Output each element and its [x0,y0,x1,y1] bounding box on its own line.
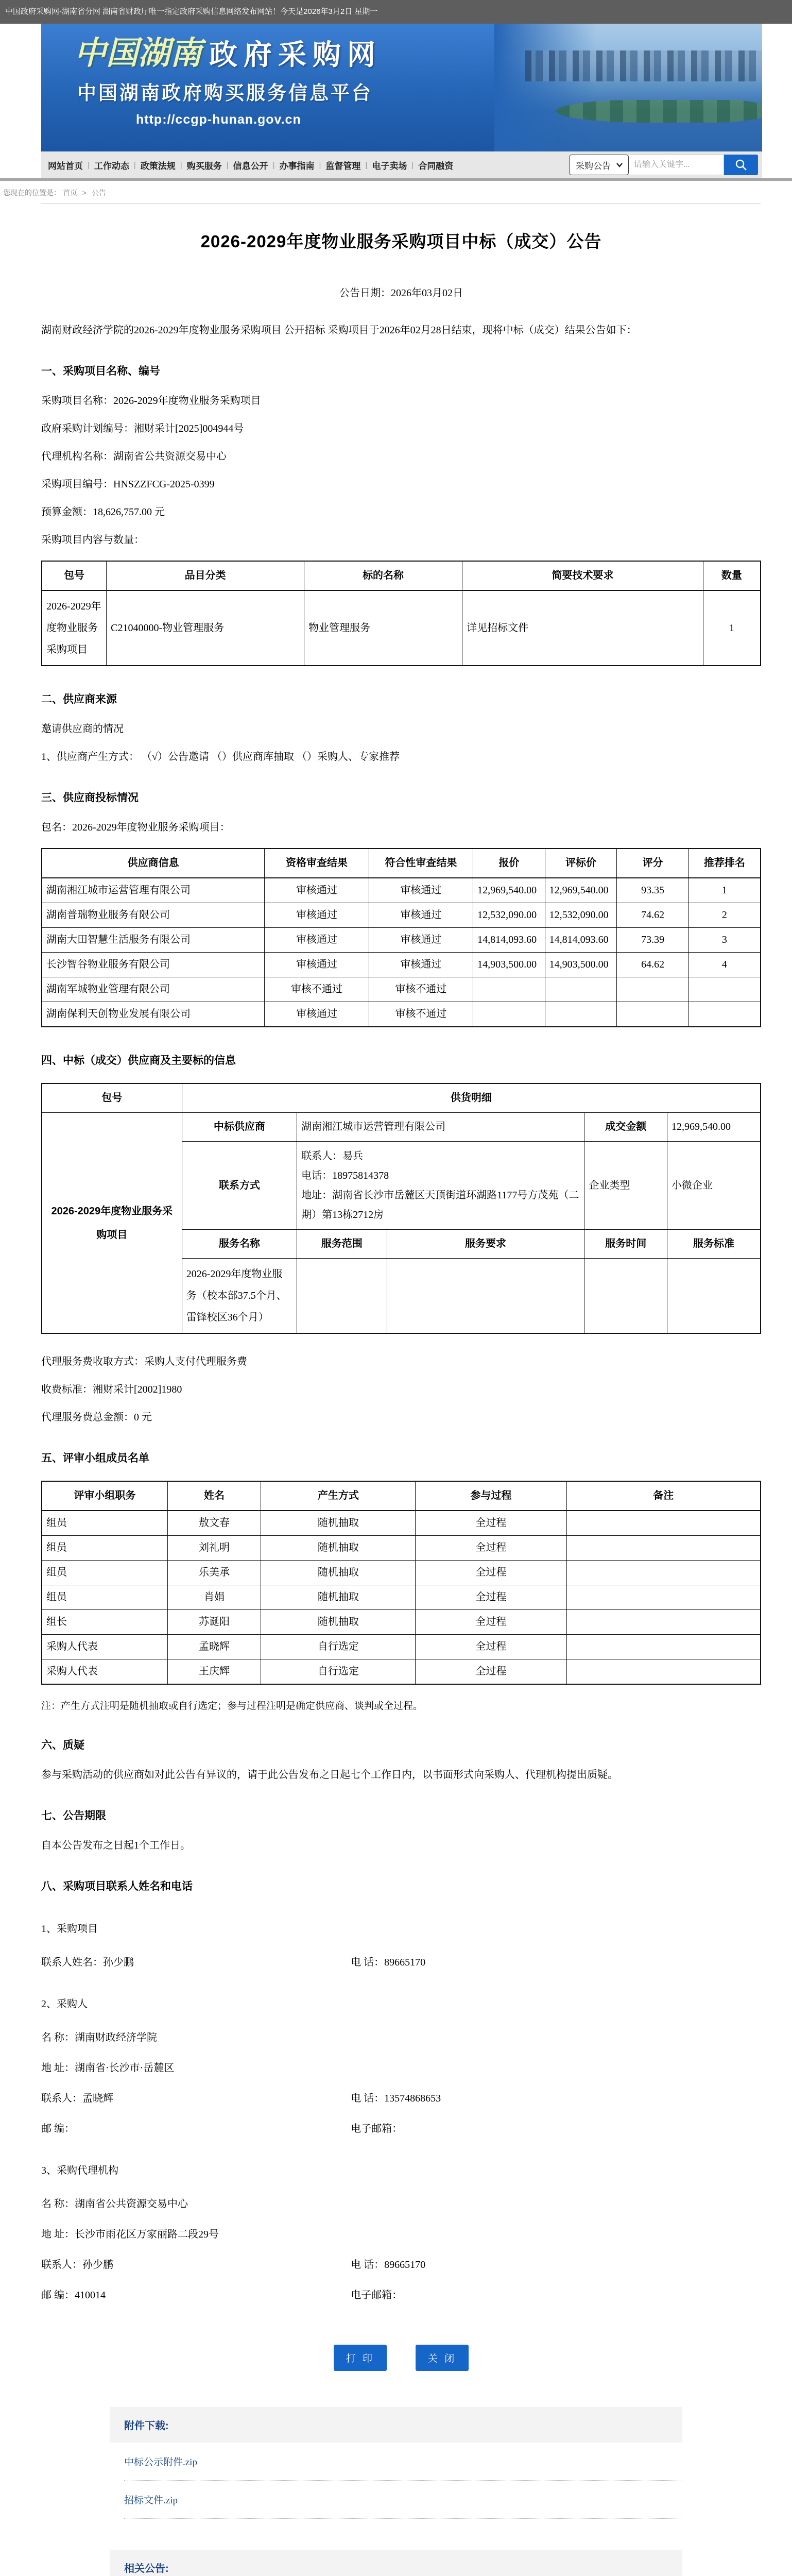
cell [473,977,545,1002]
cell [617,977,689,1002]
contact-row [41,2029,761,2044]
supplier-method-line: 1、供应商产生方式： （√）公告邀请 （）供应商库抽取 （）采购人、专家推荐 [41,751,400,762]
cell: 随机抽取 [261,1561,416,1585]
table-row [42,1113,761,1142]
table-row [42,878,761,903]
col-header: 报价 [473,849,545,878]
nav-item-policy[interactable]: 政策法规 [140,161,176,171]
cell [297,1259,387,1334]
cell: 3 [688,928,761,953]
col-header: 服务名称 [182,1230,297,1259]
cell: 组员 [42,1536,167,1561]
cell: 湖南保利天创物业发展有限公司 [42,1002,265,1027]
col-header: 评标价 [545,849,617,878]
col-header: 供应商信息 [42,849,265,878]
section-1-heading: 一、采购项目名称、编号 [41,365,160,377]
intro-paragraph: 湖南财政经济学院的2026-2029年度物业服务采购项目 公开招标 采购项目于2026年02月28日结束，现将中标（成交）结果公告如下： [41,325,637,336]
nav-item-home[interactable]: 网站首页 [48,161,83,171]
nav-item-guide[interactable]: 办事指南 [279,161,315,171]
banner-subtitle: 中国湖南政府购买服务信息平台 [77,82,373,104]
col-header: 服务时间 [584,1230,667,1259]
contact-row [41,2195,761,2210]
enterprise-type-label-cell: 企业类型 [584,1142,667,1230]
top-announcement-bar [0,0,792,24]
col-header: 推荐排名 [688,849,761,878]
col-header: 数量 [703,561,761,590]
cell: 14,814,093.60 [473,928,545,953]
agency-contact: 联系人：孙少鹏 [41,2259,113,2270]
agency-name-line: 代理机构名称：湖南省公共资源交易中心 [41,451,227,462]
nav-item-supervision[interactable]: 监督管理 [325,161,361,171]
plan-number-line: 政府采购计划编号：湘财采计[2025]004944号 [41,423,244,434]
cell: 全过程 [416,1635,566,1659]
cell [566,1635,761,1659]
agency-zip: 邮 编：410014 [41,2290,106,2301]
cell: 4 [688,953,761,977]
project-number-line: 采购项目编号：HNSZZFCG-2025-0399 [41,479,215,490]
logo-calligraphy-text: 中国湖南 [74,34,202,72]
related-announcements-panel [110,2550,682,2576]
col-header: 供货明细 [182,1083,761,1113]
table-row [42,1002,761,1027]
cell: 全过程 [416,1610,566,1635]
cell [667,1259,761,1334]
nav-separator: | [133,160,136,170]
table-header-row [42,1083,761,1113]
col-header: 简要技术要求 [462,561,703,590]
col-header: 包号 [42,561,107,590]
cell: 孟晓辉 [167,1635,261,1659]
cell [617,1002,689,1027]
nav-item-news[interactable]: 工作动态 [94,161,129,171]
related-title: 相关公告: [110,2550,682,2576]
cell [566,1610,761,1635]
purchaser-zip: 邮 编： [41,2123,75,2134]
winner-info-table [41,1083,761,1334]
cell [545,977,617,1002]
cell: 审核通过 [265,953,369,977]
logo-main-text: 政府采购网 [209,39,382,71]
contact-info-cell [297,1142,584,1230]
agency-name: 名 称：湖南省公共资源交易中心 [41,2198,188,2210]
nav-item-purchase-service[interactable]: 购买服务 [186,161,222,171]
section-4-heading: 四、中标（成交）供应商及主要标的信息 [41,1055,236,1066]
budget-line: 预算金额：18,626,757.00 元 [41,506,165,518]
col-header: 品目分类 [107,561,304,590]
cell: 93.35 [617,878,689,903]
cell: 12,969,540.00 [473,878,545,903]
section-8-heading: 八、采购项目联系人姓名和电话 [41,1880,193,1892]
col-header: 包号 [42,1083,182,1113]
table-row [42,1536,761,1561]
cell: 2026-2029年度物业服务采购项目 [42,590,107,666]
search-category-value: 采购公告 [576,161,611,171]
cell: 12,532,090.00 [473,903,545,928]
cell: 组长 [42,1610,167,1635]
cell: 采购人代表 [42,1635,167,1659]
section-7-heading: 七、公告期限 [41,1810,106,1822]
purchaser-contact: 联系人：孟晓辉 [41,2093,113,2104]
col-header: 服务范围 [297,1230,387,1259]
cell: 审核通过 [265,1002,369,1027]
contact-row [41,2059,761,2074]
cell: 随机抽取 [261,1610,416,1635]
col-header: 评分 [617,849,689,878]
cell: 审核不通过 [369,1002,473,1027]
enterprise-type-cell: 小微企业 [667,1142,761,1230]
col-header: 标的名称 [304,561,462,590]
nav-item-contract-financing[interactable]: 合同融资 [418,161,454,171]
cell: 审核通过 [265,928,369,953]
winner-label-cell: 中标供应商 [182,1113,297,1142]
fee-standard-line: 收费标准：湘财采计[2002]1980 [41,1384,182,1395]
cell: 湖南普瑞物业服务有限公司 [42,903,265,928]
col-header: 评审小组职务 [42,1481,167,1511]
project-name-line: 采购项目名称：2026-2029年度物业服务采购项目 [41,395,261,406]
cell: 随机抽取 [261,1511,416,1536]
cell: 2 [688,903,761,928]
contact-row [41,2090,761,2105]
contact-person-line: 联系人：易兵 [301,1150,364,1162]
contact-group-1-title: 1、采购项目 [41,1923,98,1935]
cell: 采购人代表 [42,1659,167,1685]
cell: 审核通过 [265,903,369,928]
cell: 组员 [42,1585,167,1610]
cell: 审核不通过 [369,977,473,1002]
cell [545,1002,617,1027]
breadcrumb-prefix: 您现在的位置是： [3,189,61,197]
search-area [569,155,758,175]
contact-phone: 电 话：89665170 [351,1957,426,1968]
col-header: 资格审查结果 [265,849,369,878]
col-header: 服务标准 [667,1230,761,1259]
content-quantity-line: 采购项目内容与数量： [41,534,144,546]
nav-separator: | [272,160,275,170]
nav-separator: | [226,160,229,170]
agency-fee-total-line: 代理服务费总金额：0 元 [41,1412,152,1423]
cell: 12,969,540.00 [545,878,617,903]
cell: 1 [688,878,761,903]
cell: 审核不通过 [265,977,369,1002]
site-logo[interactable] [74,34,762,72]
table-header-row [42,849,761,878]
table-row [42,953,761,977]
search-icon [734,158,748,172]
table-header-row [42,561,761,590]
breadcrumb-separator: > [82,189,87,197]
cell [473,1002,545,1027]
review-note: 注：产生方式注明是随机抽取或自行选定；参与过程注明是确定供应商、谈判或全过程。 [41,1701,423,1711]
attachments-title: 附件下载: [110,2407,682,2443]
cell: 湖南湘江城市运营管理有限公司 [42,878,265,903]
cell: 12,532,090.00 [545,903,617,928]
col-header: 姓名 [167,1481,261,1511]
contact-name: 联系人姓名：孙少鹏 [41,1957,134,1968]
breadcrumb-current-link[interactable]: 公告 [91,189,106,197]
service-name-cell: 2026-2029年度物业服务（校本部37.5个月、雷锋校区36个月） [182,1259,297,1334]
table-row [42,1659,761,1685]
table-row [42,903,761,928]
cell: 14,903,500.00 [545,953,617,977]
purchaser-name: 名 称：湖南财政经济学院 [41,2032,157,2043]
action-button-row [41,2345,761,2371]
nav-item-e-mall[interactable]: 电子卖场 [372,161,407,171]
table-row [42,928,761,953]
contact-group-2-title: 2、采购人 [41,1998,88,2010]
col-header: 产生方式 [261,1481,416,1511]
cell: 自行选定 [261,1659,416,1685]
table-row [42,1635,761,1659]
cell: 湖南军城物业管理有限公司 [42,977,265,1002]
cell: 长沙智谷物业服务有限公司 [42,953,265,977]
nav-separator: | [88,160,90,170]
announcement-article [41,203,761,2371]
cell: 物业管理服务 [304,590,462,666]
contact-row [41,2256,761,2271]
agency-address: 地 址：长沙市雨花区万家丽路二段29号 [41,2229,219,2240]
table-header-row [42,1481,761,1511]
contact-row [41,1954,761,1969]
cell: 肖娟 [167,1585,261,1610]
nav-item-info-disclosure[interactable]: 信息公开 [233,161,268,171]
chevron-down-icon [616,162,623,167]
col-header: 符合性审查结果 [369,849,473,878]
nav-separator: | [180,160,182,170]
cell: 74.62 [617,903,689,928]
package-name-line: 包名：2026-2029年度物业服务采购项目： [41,822,230,833]
cell: 73.39 [617,928,689,953]
search-category-select[interactable] [569,155,629,175]
cell: 审核通过 [265,878,369,903]
attachments-panel [110,2407,682,2519]
attachment-link[interactable]: 中标公示附件.zip [124,2443,682,2481]
cell: 详见招标文件 [462,590,703,666]
cell [688,1002,761,1027]
contact-address-line: 地址：湖南省长沙市岳麓区天顶街道环湖路1177号方茂苑（二期）第13栋2712房 [301,1190,579,1221]
purchaser-address: 地 址：湖南省·长沙市·岳麓区 [41,2062,175,2074]
attachment-link[interactable]: 招标文件.zip [124,2481,682,2519]
contact-row [41,2226,761,2241]
col-header: 服务要求 [387,1230,584,1259]
amount-cell: 12,969,540.00 [667,1113,761,1142]
cell: 64.62 [617,953,689,977]
site-banner [41,24,762,151]
cell: 乐美承 [167,1561,261,1585]
cell [688,977,761,1002]
cell: 刘礼明 [167,1536,261,1561]
cell: 王庆辉 [167,1659,261,1685]
cell: 组员 [42,1561,167,1585]
agency-fee-method-line: 代理服务费收取方式：采购人支付代理服务费 [41,1356,247,1367]
cell: 审核通过 [369,953,473,977]
cell: 组员 [42,1511,167,1536]
cell [566,1561,761,1585]
cell: 苏诞阳 [167,1610,261,1635]
cell [566,1659,761,1685]
table-row [42,977,761,1002]
page-title: 2026-2029年度物业服务采购项目中标（成交）公告 [200,232,602,251]
cell [566,1585,761,1610]
cell: 自行选定 [261,1635,416,1659]
cell [566,1511,761,1536]
contact-label-cell: 联系方式 [182,1142,297,1230]
col-header: 参与过程 [416,1481,566,1511]
cell: 1 [703,590,761,666]
contact-row [41,2286,761,2301]
search-input[interactable] [629,155,724,175]
cell: 审核通过 [369,928,473,953]
announcement-period-paragraph: 自本公告发布之日起1个工作日。 [41,1840,191,1851]
bid-result-table [41,848,761,1027]
search-button[interactable] [724,155,758,175]
cell: 审核通过 [369,878,473,903]
table-row [42,1610,761,1635]
cell: 审核通过 [369,903,473,928]
purchaser-email: 电子邮箱： [351,2123,403,2134]
cell: 全过程 [416,1585,566,1610]
cell: 随机抽取 [261,1585,416,1610]
section-5-heading: 五、评审小组成员名单 [41,1452,149,1464]
contact-phone-line: 电话：18975814378 [301,1170,389,1181]
cell: 全过程 [416,1659,566,1685]
contact-row [41,2120,761,2135]
cell [566,1536,761,1561]
review-panel-table [41,1481,761,1685]
cell: 14,903,500.00 [473,953,545,977]
col-header: 备注 [566,1481,761,1511]
cell: 全过程 [416,1511,566,1536]
cell: 14,814,093.60 [545,928,617,953]
banner-url: http://ccgp-hunan.gov.cn [136,112,301,127]
section-3-heading: 三、供应商投标情况 [41,792,139,804]
cell: 随机抽取 [261,1536,416,1561]
nav-separator: | [319,160,321,170]
table-row [42,590,761,666]
amount-label-cell: 成交金额 [584,1113,667,1142]
cell: 敖文春 [167,1511,261,1536]
print-button[interactable]: 打 印 [334,2345,387,2371]
cell: 全过程 [416,1561,566,1585]
table-row [42,1561,761,1585]
cell [387,1259,584,1334]
cell: C21040000-物业管理服务 [107,590,304,666]
table-row [42,1585,761,1610]
objection-paragraph: 参与采购活动的供应商如对此公告有异议的，请于此公告发布之日起七个工作日内，以书面形式向采购人、代理机构提出质疑。 [41,1769,618,1781]
contact-group-3-title: 3、采购代理机构 [41,2165,118,2176]
cell: 湖南大田智慧生活服务有限公司 [42,928,265,953]
invite-supplier-line: 邀请供应商的情况 [41,723,124,735]
winner-name-cell: 湖南湘江城市运营管理有限公司 [297,1113,584,1142]
main-nav [41,151,762,178]
cell: 全过程 [416,1536,566,1561]
project-content-table [41,561,761,666]
package-name-cell: 2026-2029年度物业服务采购项目 [42,1113,182,1334]
nav-separator: | [365,160,368,170]
cell [584,1259,667,1334]
table-row [42,1511,761,1536]
agency-phone: 电 话：89665170 [351,2259,426,2270]
breadcrumb [0,181,792,203]
section-6-heading: 六、质疑 [41,1739,84,1751]
nav-separator: | [411,160,414,170]
close-button[interactable]: 关 闭 [416,2345,469,2371]
purchaser-phone: 电 话：13574868653 [351,2093,441,2104]
top-announcement-text: 中国政府采购网-湖南省分网 湖南省财政厅唯一指定政府采购信息网络发布网站！今天是2026年3月2日 星期一 [5,7,378,16]
breadcrumb-home-link[interactable]: 首页 [62,189,77,197]
section-2-heading: 二、供应商来源 [41,693,117,705]
announcement-date: 公告日期：2026年03月02日 [339,287,463,299]
agency-email: 电子邮箱： [351,2290,403,2301]
